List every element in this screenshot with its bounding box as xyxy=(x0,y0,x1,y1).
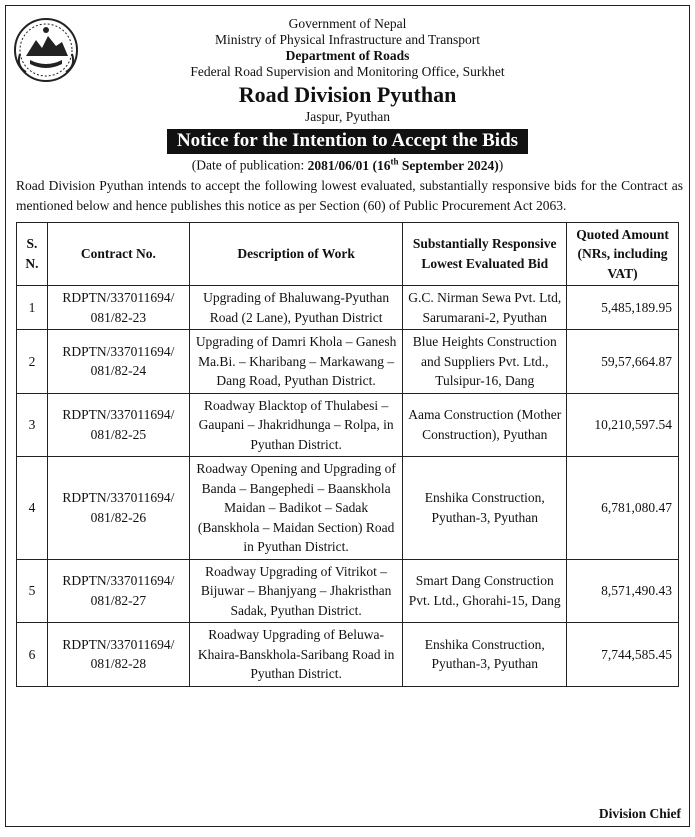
cell-sn: 2 xyxy=(17,330,48,394)
cell-work: Upgrading of Bhaluwang-Pyuthan Road (2 Lane), Pyuthan District xyxy=(189,286,403,330)
header-sn: S. N. xyxy=(17,222,48,286)
cell-amount: 7,744,585.45 xyxy=(567,623,679,687)
cell-work: Roadway Blacktop of Thulabesi – Gaupani – Jhakridhunga – Rolpa, in Pyuthan District. xyxy=(189,393,403,457)
cell-sn: 4 xyxy=(17,457,48,560)
table-header-row xyxy=(17,222,679,286)
cell-bidder: Aama Construction (Mother Construction), Pyuthan xyxy=(403,393,567,457)
cell-work: Roadway Upgrading of Vitrikot – Bijuwar – Bhanjyang – Jhakristhan Sadak, Pyuthan District. xyxy=(189,559,403,623)
cell-amount: 10,210,597.54 xyxy=(567,393,679,457)
department-line: Department of Roads xyxy=(285,48,410,63)
cell-bidder: Enshika Construction, Pyuthan-3, Pyuthan xyxy=(403,623,567,687)
cell-contract: RDPTN/337011694/ 081/82-27 xyxy=(47,559,189,623)
publication-date: (Date of publication: 2081/06/01 (16th September 2024)) xyxy=(191,156,504,173)
cell-amount: 6,781,080.47 xyxy=(567,457,679,560)
signature-label: Division Chief xyxy=(598,806,681,821)
notice-page xyxy=(5,5,690,827)
cell-bidder: Blue Heights Construction and Suppliers Pvt. Ltd., Tulsipur-16, Dang xyxy=(403,330,567,394)
cell-bidder: Smart Dang Construction Pvt. Ltd., Ghorahi-15, Dang xyxy=(403,559,567,623)
ministry-line: Ministry of Physical Infrastructure and Transport xyxy=(214,32,481,47)
cell-amount: 5,485,189.95 xyxy=(567,286,679,330)
table-row xyxy=(17,623,679,687)
federal-office-line: Federal Road Supervision and Monitoring Office, Surkhet xyxy=(190,64,505,79)
letterhead xyxy=(6,6,689,125)
table-row xyxy=(17,286,679,330)
bids-table xyxy=(16,222,679,687)
table-row xyxy=(17,330,679,394)
office-address: Jaspur, Pyuthan xyxy=(305,109,390,124)
cell-sn: 5 xyxy=(17,559,48,623)
header-bidder: Substantially Responsive Lowest Evaluated Bid xyxy=(403,222,567,286)
cell-work: Upgrading of Damri Khola – Ganesh Ma.Bi. – Kharibang – Markawang – Dang Road, Pyuthan District. xyxy=(189,330,403,394)
cell-contract: RDPTN/337011694/ 081/82-24 xyxy=(47,330,189,394)
table-row xyxy=(17,457,679,560)
header-description: Description of Work xyxy=(189,222,403,286)
cell-work: Roadway Upgrading of Beluwa-Khaira-Banskhola-Saribang Road in Pyuthan District. xyxy=(189,623,403,687)
cell-work: Roadway Opening and Upgrading of Banda – Bangephedi – Baanskhola Maidan – Badikot – Sadak (Banskhola – Maidan Section) Road in Pyuthan District. xyxy=(189,457,403,560)
office-title: Road Division Pyuthan xyxy=(238,82,457,107)
cell-contract: RDPTN/337011694/ 081/82-25 xyxy=(47,393,189,457)
header-amount: Quoted Amount (NRs, including VAT) xyxy=(567,222,679,286)
nepal-emblem-icon xyxy=(12,16,80,84)
cell-amount: 59,57,664.87 xyxy=(567,330,679,394)
cell-sn: 1 xyxy=(17,286,48,330)
table-row xyxy=(17,393,679,457)
cell-amount: 8,571,490.43 xyxy=(567,559,679,623)
cell-sn: 6 xyxy=(17,623,48,687)
intro-paragraph: Road Division Pyuthan intends to accept the following lowest evaluated, substantially responsive bids for the Contract as mentioned below and hence publishes this notice as per Section (60) of Public Procurement Act 2063. xyxy=(16,177,683,213)
cell-contract: RDPTN/337011694/ 081/82-28 xyxy=(47,623,189,687)
notice-title: Notice for the Intention to Accept the Bids xyxy=(167,129,528,154)
cell-bidder: G.C. Nirman Sewa Pvt. Ltd, Sarumarani-2, Pyuthan xyxy=(403,286,567,330)
table-row xyxy=(17,559,679,623)
cell-contract: RDPTN/337011694/ 081/82-26 xyxy=(47,457,189,560)
cell-sn: 3 xyxy=(17,393,48,457)
header-contract: Contract No. xyxy=(47,222,189,286)
cell-contract: RDPTN/337011694/ 081/82-23 xyxy=(47,286,189,330)
cell-bidder: Enshika Construction, Pyuthan-3, Pyuthan xyxy=(403,457,567,560)
government-line: Government of Nepal xyxy=(288,16,407,31)
